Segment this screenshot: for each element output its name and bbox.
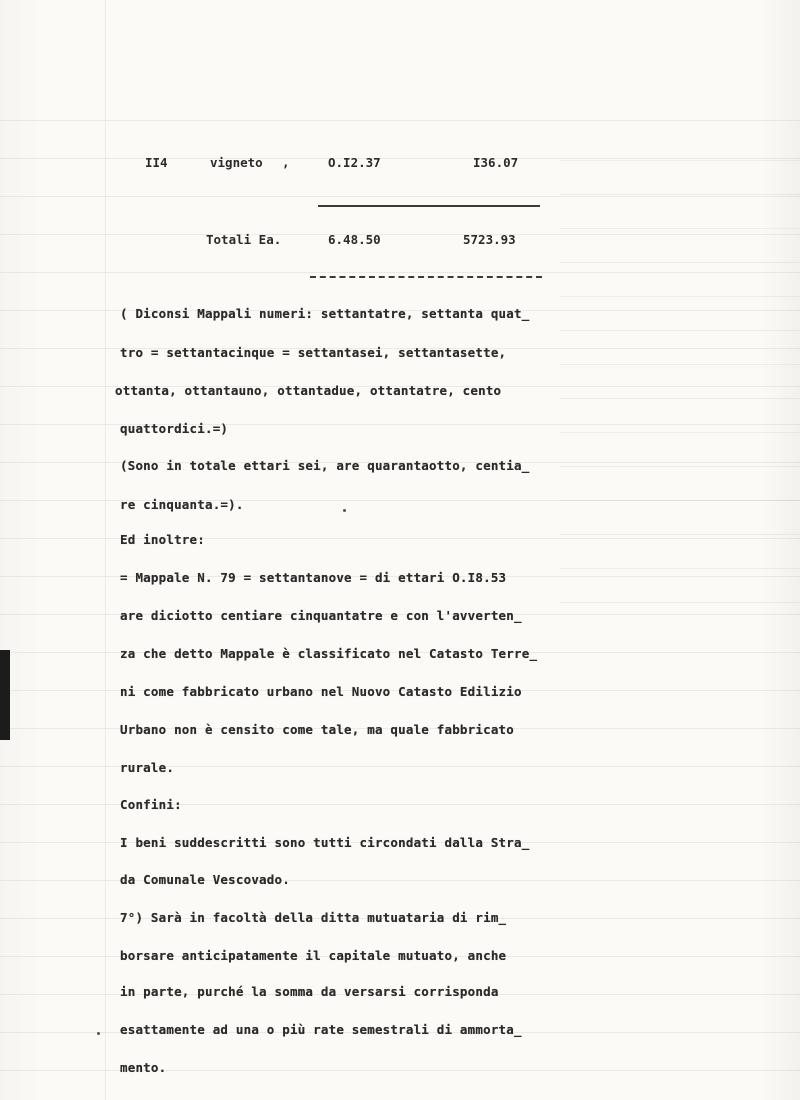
text-line: Urbano non è censito come tale, ma quale fabbricato xyxy=(120,722,515,737)
text-line: borsare anticipatamente il capitale mutuato, anche xyxy=(120,948,507,963)
totals-income: 5723.93 xyxy=(463,232,516,247)
text-line: = Mappale N. 79 = settantanove = di ettari O.I8.53 xyxy=(120,570,507,585)
text-line: Ed inoltre: xyxy=(120,532,205,547)
text-line: quattordici.=) xyxy=(120,421,229,436)
text-line: ottanta, ottantauno, ottantadue, ottantatre, cento xyxy=(115,383,502,398)
text-line: esattamente ad una o più rate semestrali di ammorta_ xyxy=(120,1022,522,1037)
ink-speck xyxy=(343,509,346,512)
closing-dash-rule xyxy=(310,276,542,278)
text-line: tro = settantacinque = settantasei, settantasette, xyxy=(120,345,507,360)
totals-label: Totali Ea. xyxy=(206,232,282,247)
totals-area: 6.48.50 xyxy=(328,232,381,247)
ink-speck xyxy=(97,1032,100,1035)
paper-ruling xyxy=(0,120,800,121)
text-line: 7°) Sarà in facoltà della ditta mutuataria di rim_ xyxy=(120,910,507,925)
sum-rule xyxy=(318,205,540,207)
parcel-income: I36.07 xyxy=(473,155,519,170)
parcel-number: II4 xyxy=(145,155,168,170)
parcel-area: O.I2.37 xyxy=(328,155,381,170)
text-line: in parte, purché la somma da versarsi corrisponda xyxy=(120,984,499,999)
text-line: mento. xyxy=(120,1060,167,1075)
crop-type: vigneto xyxy=(210,155,263,170)
text-line: da Comunale Vescovado. xyxy=(120,872,290,887)
text-line: re cinquanta.=). xyxy=(120,497,244,512)
bleed-through-text xyxy=(560,140,800,620)
text-line: za che detto Mappale è classificato nel Catasto Terre_ xyxy=(120,646,538,661)
margin-line xyxy=(105,0,106,1100)
text-line: rurale. xyxy=(120,760,175,775)
scan-edge-mark xyxy=(0,650,10,740)
text-line: I beni suddescritti sono tutti circondati dalla Stra_ xyxy=(120,835,530,850)
text-line: ( Diconsi Mappali numeri: settantatre, settanta quat_ xyxy=(120,306,530,321)
row-separator: , xyxy=(282,155,290,170)
text-line: (Sono in totale ettari sei, are quarantaotto, centia_ xyxy=(120,458,530,473)
text-line: ni come fabbricato urbano nel Nuovo Catasto Edilizio xyxy=(120,684,522,699)
text-line: Confini: xyxy=(120,797,182,812)
text-line: are diciotto centiare cinquantatre e con l'avverten_ xyxy=(120,608,522,623)
